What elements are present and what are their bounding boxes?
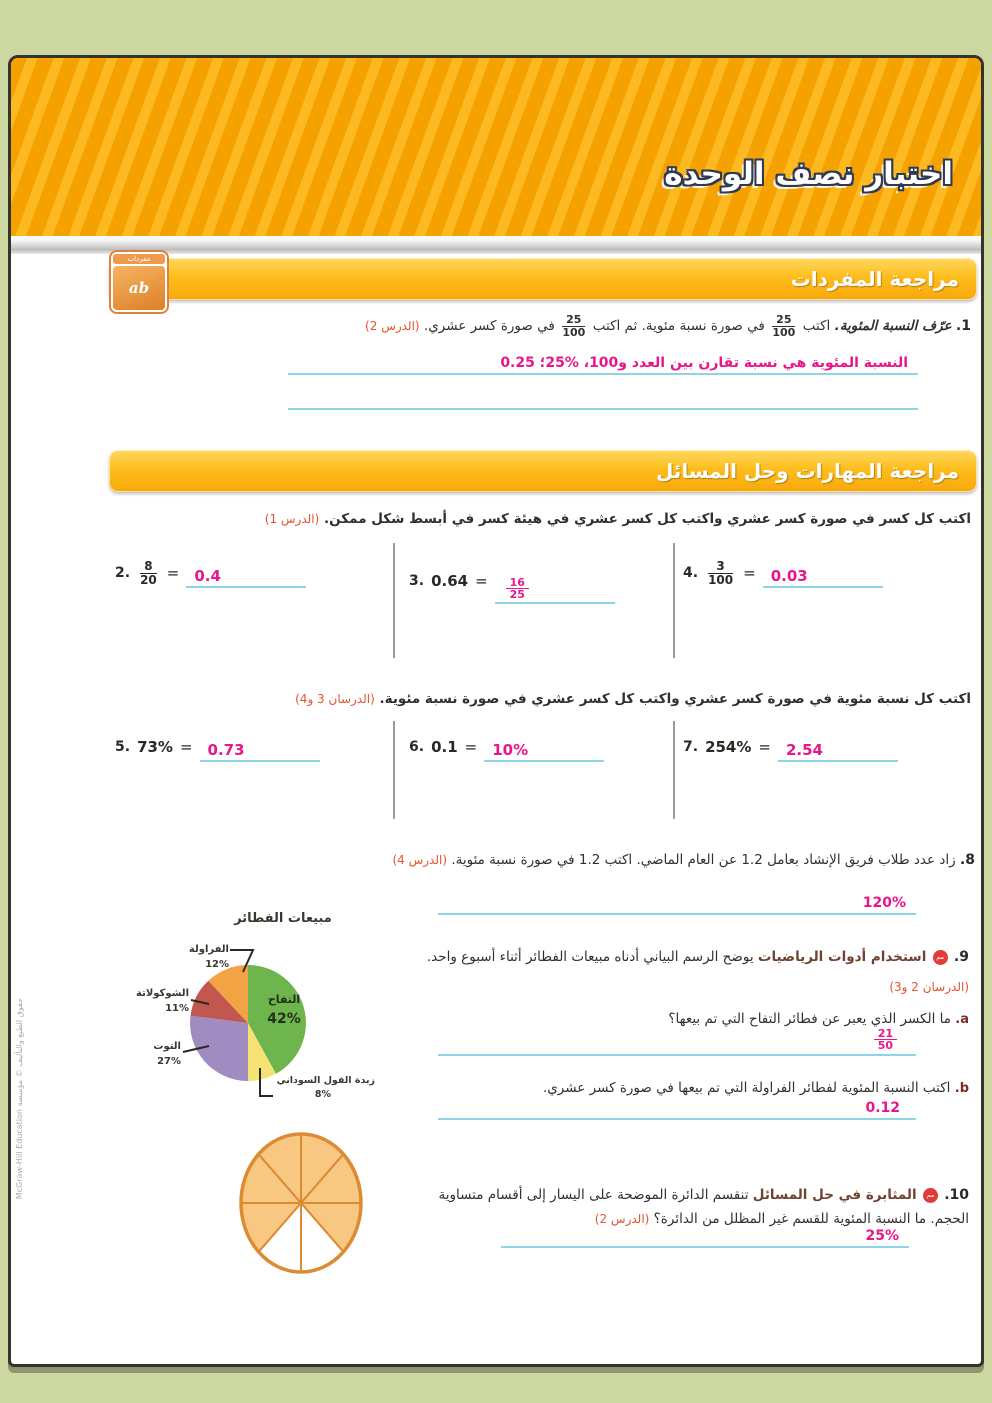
question-3-given: 0.64: [431, 572, 469, 590]
answer-q4: 0.03: [770, 567, 808, 585]
practice-badge-icon: مم: [923, 1188, 938, 1203]
question-4-number: 4.: [683, 565, 699, 581]
lesson-tag: (الدرس 2): [594, 1211, 650, 1226]
question-8: [363, 848, 975, 874]
divided-circle-figure: [236, 1128, 366, 1278]
question-5-number: 5.: [115, 739, 131, 755]
question-1-text: في صورة نسبة مئوية. ثم اكتب: [592, 318, 765, 335]
question-5-given: 73%: [137, 738, 173, 756]
question-9a-letter: a.: [955, 1012, 969, 1027]
question-4: 4. $\frac{3}{100}$ = 0.03: [683, 558, 883, 588]
title-banner: [11, 58, 981, 236]
fraction-25-100: $\frac{25}{100}$: [562, 313, 586, 339]
answer-q3-fraction: $\frac{16}{25}$: [506, 577, 529, 601]
question-7: 7. 254% = 2.54: [683, 732, 898, 762]
answer-q7: 2.54: [785, 741, 823, 759]
worksheet-page: [8, 55, 984, 1367]
answer-blank-q1: [288, 349, 918, 375]
question-9: [421, 946, 969, 969]
question-1: [99, 314, 971, 340]
question-9-text: يوضح الرسم البياني أدناه مبيعات الفطائر أثناء أسبوع واحد.: [426, 949, 754, 965]
section-header-vocabulary: [109, 258, 977, 300]
question-1-lead: عرّف النسبة المئوية.: [834, 318, 952, 335]
question-3-number: 3.: [409, 573, 425, 589]
answer-blank-q8: [438, 886, 916, 915]
copyright-text: حقوق الطبع والتأليف © مؤسسة McGraw-Hill Education: [15, 998, 24, 1200]
page-title: اختبار نصف الوحدة: [664, 156, 953, 192]
answer-blank-q10: [501, 1220, 909, 1248]
question-6: 6. 0.1 = 10%: [409, 732, 604, 762]
question-6-number: 6.: [409, 739, 425, 755]
pie-label-apples: التفاح 42%: [267, 993, 301, 1027]
answer-q8: 120%: [862, 895, 906, 911]
answer-blank-q9b: [438, 1094, 916, 1120]
question-2-number: 2.: [115, 565, 131, 581]
question-9-lesson: [421, 975, 969, 1000]
answer-blank-q7: [778, 732, 898, 762]
answer-q5: 0.73: [207, 741, 245, 759]
answer-blank-q1-line2: [288, 386, 918, 410]
question-9b-text: اكتب النسبة المئوية لفطائر الفراولة التي تم بيعها في صورة كسر عشري.: [542, 1080, 951, 1096]
answer-blank-q5: [200, 732, 320, 762]
fraction-3-100: $\frac{3}{100}$: [708, 558, 734, 587]
answer-blank-q6: [484, 732, 604, 762]
practice-badge-icon: مم: [933, 950, 948, 965]
lesson-tag: (الدرسان 2 و3): [889, 980, 969, 994]
lesson-tag: (الدرسان 3 و4): [295, 692, 375, 706]
question-7-given: 254%: [705, 738, 752, 756]
question-9b-letter: b.: [954, 1081, 969, 1096]
vocabulary-icon: [109, 250, 169, 314]
pie-label-berries: التوت 27%: [153, 1041, 181, 1067]
question-9-number: 9.: [953, 949, 969, 965]
column-divider: [393, 721, 395, 819]
pie-chart: [103, 906, 423, 1134]
answer-blank-q9a: [438, 1014, 916, 1056]
question-8-number: 8.: [959, 852, 975, 868]
section-header-vocabulary-label: مراجعة المفردات: [790, 267, 959, 291]
answer-q1: النسبة المئوية هي نسبة تقارن بين العدد و100، %25؛ 0.25: [500, 355, 908, 371]
question-10-number: 10.: [944, 1187, 969, 1203]
question-2: 2. $\frac{8}{20}$ = 0.4: [115, 558, 306, 588]
vocabulary-icon-glyph: ab: [113, 266, 165, 310]
pie-label-peanut-butter: زبدة الفول السوداني 8%: [276, 1075, 375, 1101]
answer-q2: 0.4: [194, 567, 221, 585]
question-9-lead: استخدام أدوات الرياضيات: [757, 949, 927, 965]
section-header-skills: [109, 450, 977, 492]
column-divider: [673, 543, 675, 658]
question-10-lead: المثابرة في حل المسائل: [752, 1187, 917, 1203]
lesson-tag: (الدرس 4): [392, 853, 448, 867]
chart-title: مبيعات الفطائر: [234, 911, 332, 926]
instruction-percents-decimals: اكتب كل نسبة مئوية في صورة كسر عشري واكتب كل كسر عشري في صورة نسبة مئوية. (الدرسان 3 و4): [295, 691, 971, 707]
answer-blank-q3: [495, 558, 615, 604]
column-divider: [673, 721, 675, 819]
answer-q6: 10%: [492, 741, 529, 759]
fraction-8-20: $\frac{8}{20}$: [140, 558, 157, 587]
lesson-tag: (الدرس 1): [264, 512, 320, 526]
pie-label-chocolate: الشوكولاتة 11%: [136, 988, 189, 1014]
instruction-fractions-decimals: اكتب كل كسر في صورة كسر عشري واكتب كل كسر عشري في هيئة كسر في أبسط شكل ممكن. (الدرس 1): [264, 511, 971, 527]
column-divider: [393, 543, 395, 658]
answer-q10: 25%: [865, 1228, 899, 1244]
question-7-number: 7.: [683, 739, 699, 755]
answer-q9a-fraction: $\frac{21}{50}$: [874, 1028, 897, 1052]
lesson-tag: (الدرس 2): [365, 319, 420, 334]
question-1-text: في صورة كسر عشري.: [423, 318, 555, 335]
answer-blank-q2: [186, 558, 306, 588]
question-6-given: 0.1: [431, 738, 458, 756]
question-5: 5. 73% = 0.73: [115, 732, 320, 762]
answer-q9b: 0.12: [865, 1100, 900, 1116]
question-9a-text: ما الكسر الذي يعبر عن فطائر التفاح التي تم بيعها؟: [668, 1011, 951, 1027]
question-3: 3. 0.64 = $\frac{16}{25}$: [409, 558, 615, 604]
pie-label-strawberry: الفراولة 12%: [188, 944, 229, 970]
section-header-skills-label: مراجعة المهارات وحل المسائل: [655, 459, 959, 483]
question-1-text: اكتب: [802, 318, 831, 335]
question-10-text: تنقسم الدائرة الموضحة على اليسار إلى أقسام متساوية الحجم. ما النسبة المئوية للقسم غير المظلل من الدائرة؟: [438, 1187, 969, 1227]
vocabulary-icon-label: مفردات: [113, 254, 165, 264]
fraction-25-100: $\frac{25}{100}$: [772, 313, 796, 339]
answer-blank-q4: [763, 558, 883, 588]
question-1-number: 1.: [955, 318, 971, 335]
question-8-text: زاد عدد طلاب فريق الإنشاد بعامل 1.2 عن العام الماضي. اكتب 1.2 في صورة نسبة مئوية.: [451, 852, 956, 868]
